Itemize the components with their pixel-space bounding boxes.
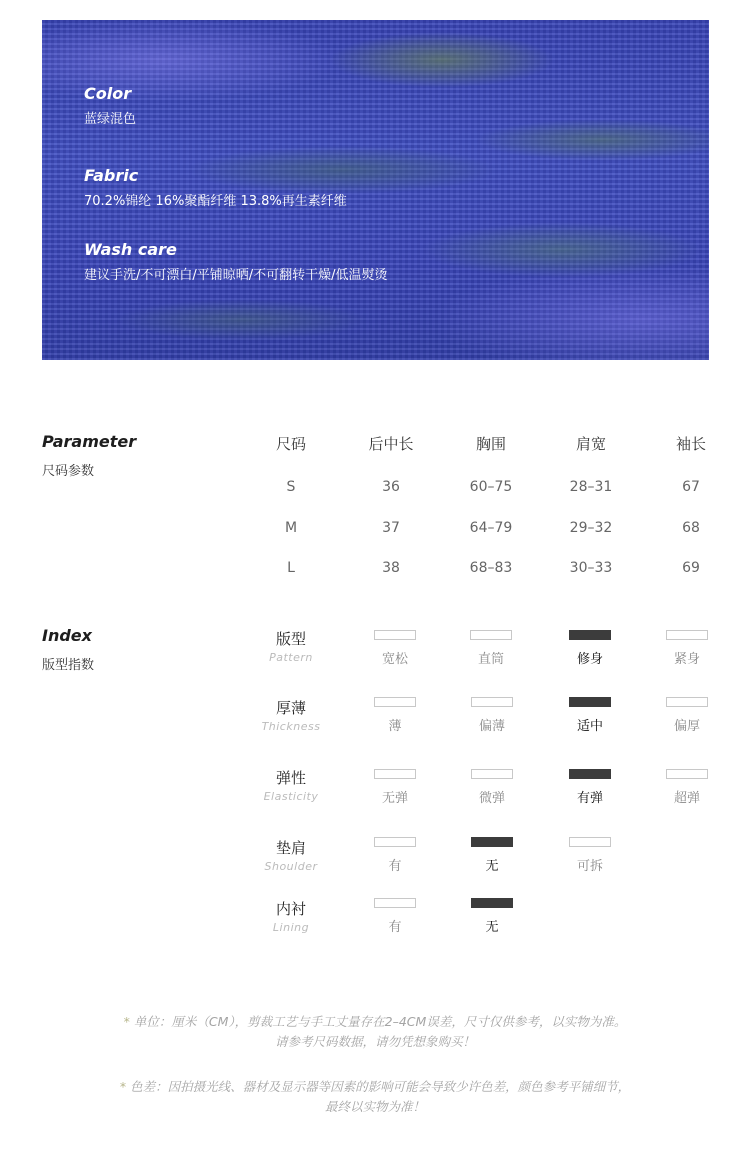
color-note-text: 色差：因拍摄光线、器材及显示器等因素的影响可能会导致少许色差，颜色参考平铺细节，	[130, 1079, 631, 1094]
indicator-box-selected	[569, 769, 611, 779]
table-cell: 67	[682, 479, 700, 495]
option-label: 超弹	[673, 791, 700, 806]
elasticity-label-cn: 弹性	[275, 769, 306, 787]
color-value: 蓝绿混色	[84, 112, 137, 127]
indicator-box	[374, 837, 416, 847]
lining-option-selected	[442, 898, 542, 935]
elasticity-option	[442, 769, 542, 806]
option-label: 紧身	[673, 652, 700, 667]
indicator-box	[666, 769, 708, 779]
color-title: Color	[84, 84, 132, 103]
table-cell: 38	[382, 560, 400, 576]
thickness-option	[637, 697, 737, 734]
table-cell: 30–33	[569, 560, 613, 576]
elasticity-option	[637, 769, 737, 806]
pattern-option	[441, 630, 541, 667]
indicator-box	[374, 898, 416, 908]
fabric-block	[84, 166, 347, 209]
option-label: 微弹	[478, 791, 505, 806]
table-cell: 37	[382, 520, 400, 536]
indicator-box	[374, 697, 416, 707]
pattern-option	[637, 630, 737, 667]
pattern-label-en: Pattern	[269, 651, 313, 664]
fabric-title: Fabric	[84, 166, 139, 185]
table-cell: 69	[682, 560, 700, 576]
index-title: Index	[42, 626, 92, 645]
fabric-value: 70.2%锦纶 16%聚酯纤维 13.8%再生素纤维	[84, 194, 347, 209]
shoulder-pad-option	[345, 837, 445, 874]
option-label: 可拆	[576, 859, 603, 874]
shoulder-pad-label-cn: 垫肩	[275, 839, 306, 857]
indicator-box	[470, 630, 512, 640]
pattern-option-selected	[540, 630, 640, 667]
option-label: 直筒	[477, 652, 504, 667]
shoulder-pad-label	[241, 837, 341, 873]
table-cell: 60–75	[469, 479, 513, 495]
option-label: 偏厚	[673, 719, 700, 734]
shoulder-pad-label-en: Shoulder	[264, 860, 318, 873]
wash-title: Wash care	[84, 240, 177, 259]
thickness-option-selected	[540, 697, 640, 734]
parameter-subtitle: 尺码参数	[42, 464, 95, 479]
lining-label	[241, 898, 341, 934]
unit-note-text: 单位：厘米（CM），剪裁工艺与手工丈量存在2–4CM误差，尺寸仅供参考，以实物为准。	[133, 1014, 627, 1029]
note-star: *	[123, 1014, 130, 1029]
thickness-label-en: Thickness	[261, 720, 321, 733]
indicator-box-selected	[569, 630, 611, 640]
indicator-box	[569, 837, 611, 847]
size-header: 尺码	[275, 435, 306, 453]
indicator-box-selected	[471, 837, 513, 847]
indicator-box-selected	[569, 697, 611, 707]
color-diff-note	[0, 1077, 750, 1117]
table-cell: 36	[382, 479, 400, 495]
index-subtitle: 版型指数	[42, 658, 95, 673]
table-cell: 68	[682, 520, 700, 536]
option-label-selected: 无	[485, 859, 499, 874]
unit-note-line1	[0, 1012, 750, 1032]
pattern-label-cn: 版型	[275, 630, 306, 648]
thickness-option	[345, 697, 445, 734]
pattern-label	[241, 628, 341, 664]
table-cell: 68–83	[469, 560, 513, 576]
option-label: 偏薄	[478, 719, 505, 734]
lining-option	[345, 898, 445, 935]
option-label-selected: 修身	[576, 652, 603, 667]
indicator-box	[471, 697, 513, 707]
elasticity-label-en: Elasticity	[263, 790, 319, 803]
option-label: 无弹	[381, 791, 408, 806]
elasticity-label	[241, 767, 341, 803]
option-label-selected: 适中	[576, 719, 603, 734]
indicator-box	[666, 697, 708, 707]
indicator-box	[374, 630, 416, 640]
shoulder-pad-option	[540, 837, 640, 874]
option-label: 薄	[388, 719, 402, 734]
sleeve-header: 袖长	[675, 435, 706, 453]
table-cell: 64–79	[469, 520, 513, 536]
indicator-box	[471, 769, 513, 779]
back-length-header: 后中长	[368, 435, 414, 453]
option-label: 有	[388, 920, 402, 935]
shoulder-pad-option-selected	[442, 837, 542, 874]
indicator-box-selected	[471, 898, 513, 908]
table-cell: M	[284, 520, 298, 536]
note-star: *	[119, 1079, 127, 1094]
color-note-line2: 最终以实物为准！	[324, 1099, 425, 1114]
unit-note	[0, 1012, 750, 1052]
table-cell: 28–31	[569, 479, 613, 495]
lining-label-en: Lining	[272, 921, 310, 934]
option-label: 有	[388, 859, 402, 874]
indicator-box	[666, 630, 708, 640]
pattern-option	[345, 630, 445, 667]
table-cell: S	[286, 479, 296, 495]
color-block	[84, 84, 136, 127]
indicator-box	[374, 769, 416, 779]
option-label-selected: 无	[485, 920, 499, 935]
color-note-line1	[0, 1077, 750, 1097]
thickness-label-cn: 厚薄	[275, 699, 306, 717]
chest-header: 胸围	[475, 435, 506, 453]
thickness-option	[442, 697, 542, 734]
option-label: 宽松	[381, 652, 408, 667]
wash-block	[84, 240, 388, 283]
shoulder-header: 肩宽	[575, 435, 606, 453]
elasticity-option	[345, 769, 445, 806]
parameter-title: Parameter	[42, 432, 137, 451]
wash-value: 建议手洗/不可漂白/平铺晾晒/不可翻转干燥/低温熨烫	[84, 268, 388, 283]
fabric-hero	[42, 20, 709, 360]
table-cell: L	[287, 560, 295, 576]
table-cell: 29–32	[569, 520, 613, 536]
unit-note-line2: 请参考尺码数据，请勿凭想象购买！	[274, 1034, 475, 1049]
lining-label-cn: 内衬	[275, 900, 306, 918]
thickness-label	[241, 697, 341, 733]
elasticity-option-selected	[540, 769, 640, 806]
option-label-selected: 有弹	[576, 791, 603, 806]
